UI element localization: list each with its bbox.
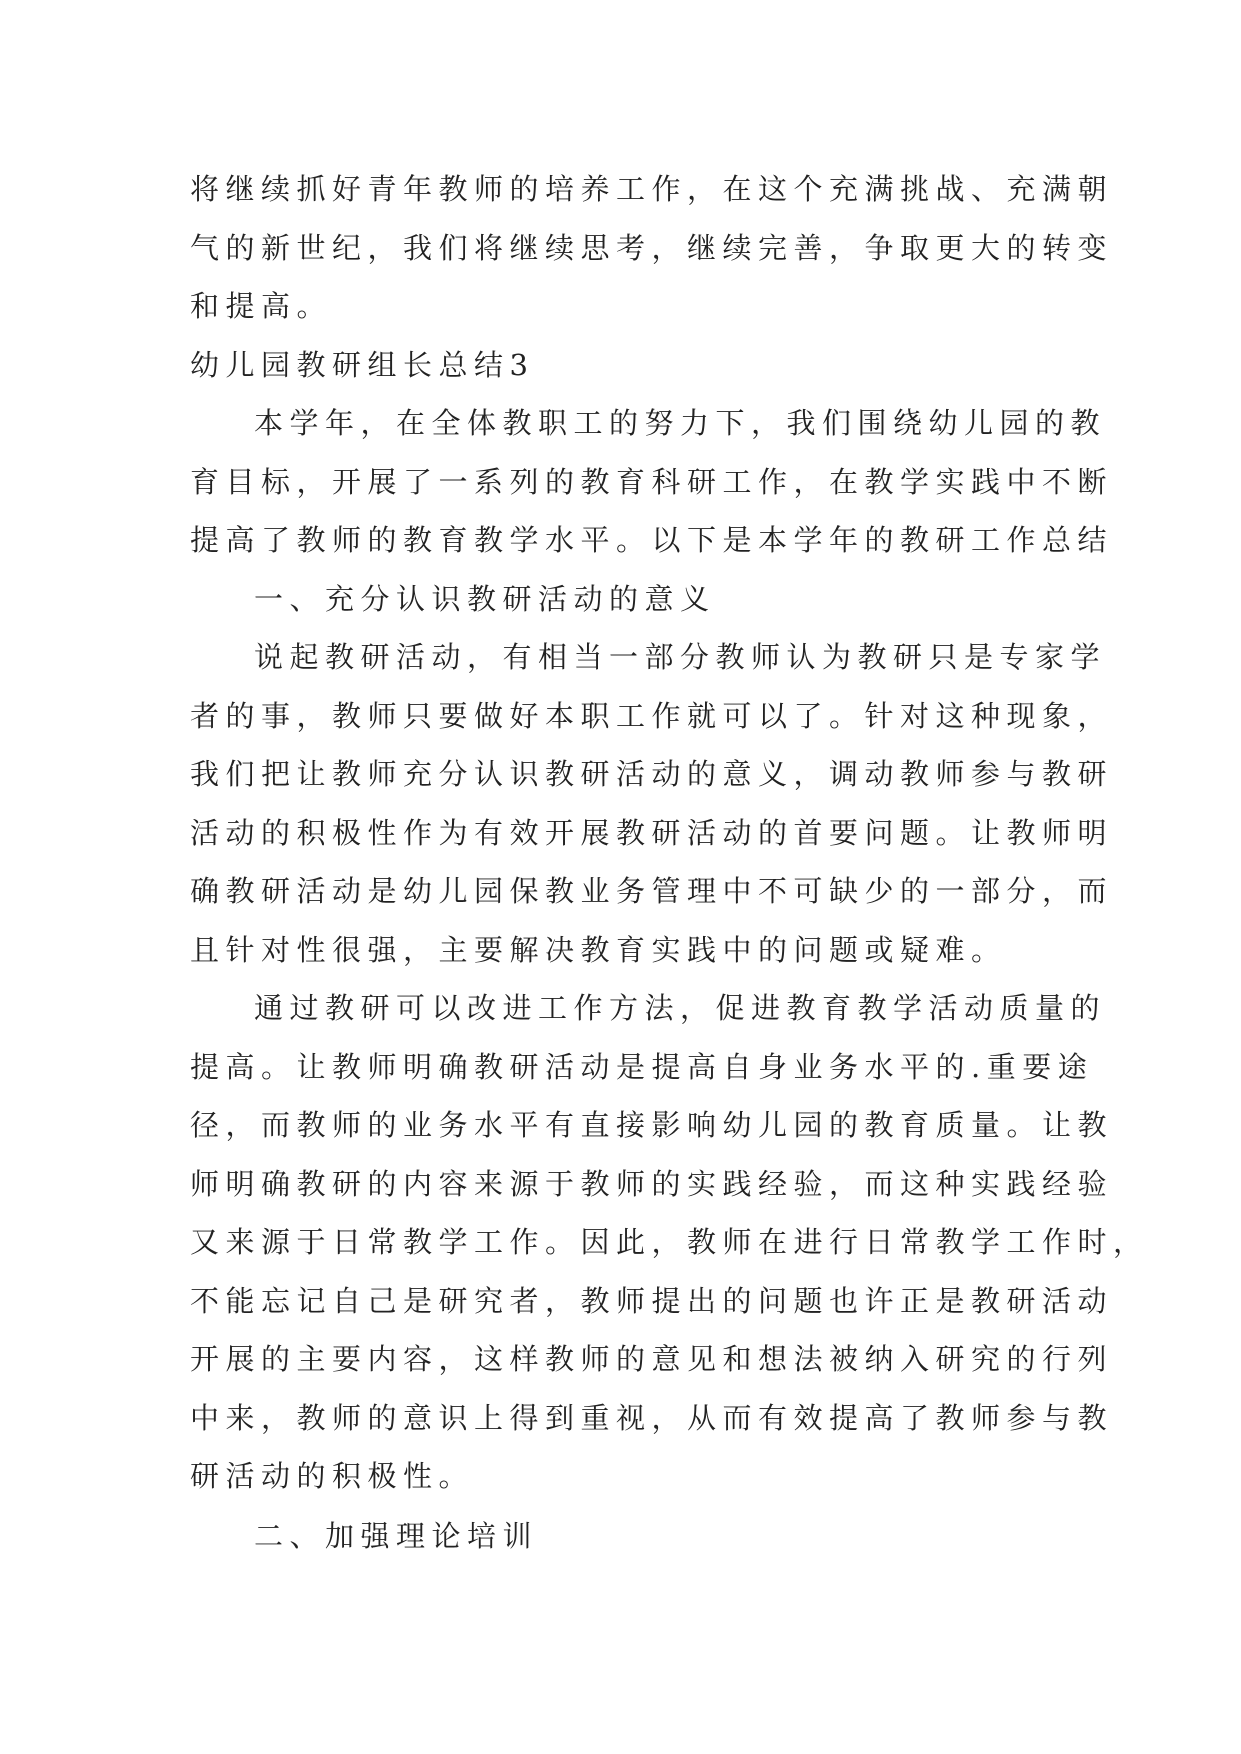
paragraph-first-line: 本学年，在全体教职工的努力下，我们围绕幼儿园的教 xyxy=(254,406,1107,440)
subheading: 一、充分认识教研活动的意义 xyxy=(254,581,716,616)
text-line: 提高。让教师明确教研活动是提高自身业务水平的.重要途 xyxy=(190,1049,1094,1084)
text-line: 和提高。 xyxy=(190,289,333,323)
text-line: 中来，教师的意识上得到重视，从而有效提高了教师参与教 xyxy=(190,1400,1114,1435)
subheading: 二、加强理论培训 xyxy=(254,1518,539,1553)
text-line: 确教研活动是幼儿园保教业务管理中不可缺少的一部分，而 xyxy=(190,874,1114,908)
text-line: 不能忘记自己是研究者，教师提出的问题也许正是教研活动 xyxy=(190,1283,1114,1318)
text-line: 活动的积极性作为有效开展教研活动的首要问题。让教师明 xyxy=(190,815,1114,850)
text-line: 径，而教师的业务水平有直接影响幼儿园的教育质量。让教 xyxy=(190,1108,1114,1142)
text-line: 者的事，教师只要做好本职工作就可以了。针对这种现象， xyxy=(190,698,1114,733)
text-line: 研活动的积极性。 xyxy=(190,1459,475,1493)
text-line: 我们把让教师充分认识教研活动的意义，调动教师参与教研 xyxy=(190,757,1114,791)
paragraph-first-line: 说起教研活动，有相当一部分教师认为教研只是专家学 xyxy=(254,640,1107,674)
text-line: 且针对性很强，主要解决教育实践中的问题或疑难。 xyxy=(190,932,1007,967)
document-page xyxy=(190,160,1149,1566)
text-line: 提高了教师的教育教学水平。以下是本学年的教研工作总结 xyxy=(190,523,1114,557)
text-line: 育目标，开展了一系列的教育科研工作，在教学实践中不断 xyxy=(190,464,1114,499)
text-line: 气的新世纪，我们将继续思考，继续完善，争取更大的转变 xyxy=(190,230,1114,265)
text-line: 又来源于日常教学工作。因此，教师在进行日常教学工作时， xyxy=(190,1225,1149,1259)
text-line: 开展的主要内容，这样教师的意见和想法被纳入研究的行列 xyxy=(190,1342,1114,1376)
text-line: 师明确教研的内容来源于教师的实践经验，而这种实践经验 xyxy=(190,1166,1114,1201)
text-line: 将继续抓好青年教师的培养工作，在这个充满挑战、充满朝 xyxy=(190,172,1114,206)
section-heading: 幼儿园教研组长总结3 xyxy=(190,347,535,382)
paragraph-first-line: 通过教研可以改进工作方法，促进教育教学活动质量的 xyxy=(254,991,1107,1025)
